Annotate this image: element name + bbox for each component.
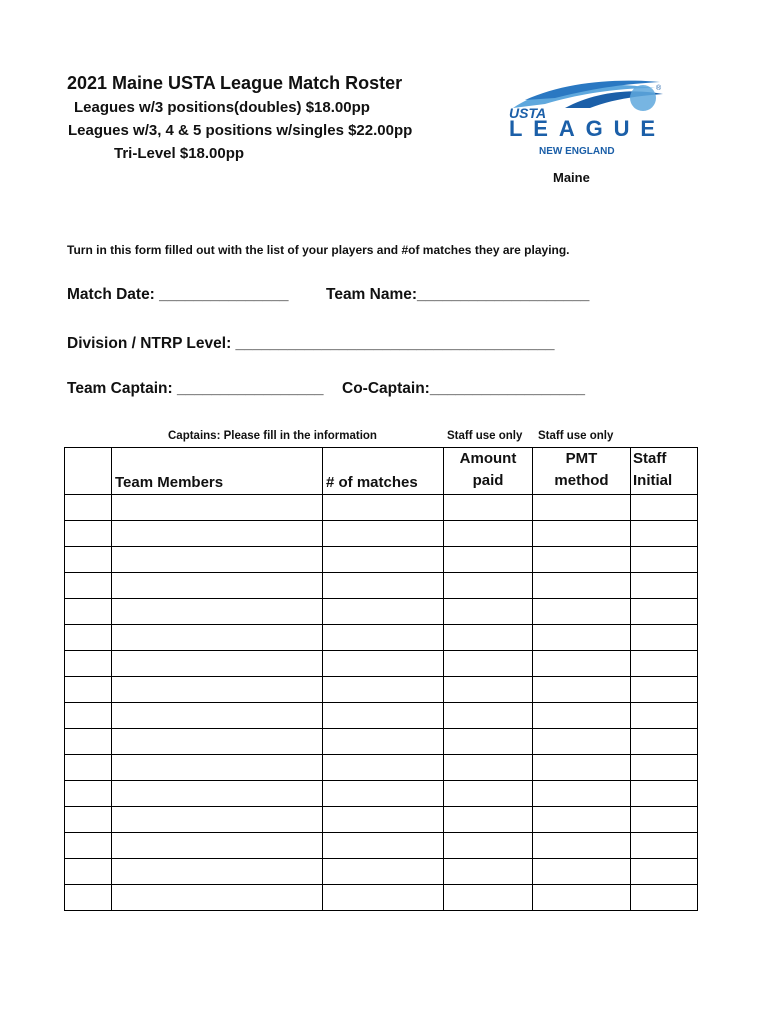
price-line-tri-level: Tri-Level $18.00pp	[114, 145, 245, 162]
pmt-method-cell[interactable]	[533, 807, 631, 833]
pmt-method-cell[interactable]	[533, 703, 631, 729]
matches-cell[interactable]	[323, 573, 444, 599]
team-member-cell[interactable]	[112, 625, 323, 651]
amount-paid-cell[interactable]	[444, 651, 533, 677]
row-number-cell[interactable]	[65, 729, 112, 755]
staff-initial-cell[interactable]	[631, 755, 698, 781]
team-member-cell[interactable]	[112, 573, 323, 599]
table-row	[65, 859, 698, 885]
amount-paid-cell[interactable]	[444, 859, 533, 885]
team-member-cell[interactable]	[112, 807, 323, 833]
amount-paid-cell[interactable]	[444, 833, 533, 859]
staff-use-note-pmt: Staff use only	[538, 430, 614, 442]
team-member-cell[interactable]	[112, 729, 323, 755]
amount-paid-cell[interactable]	[444, 677, 533, 703]
staff-initial-cell[interactable]	[631, 521, 698, 547]
staff-initial-cell[interactable]	[631, 859, 698, 885]
table-row	[65, 677, 698, 703]
table-row	[65, 651, 698, 677]
row-number-cell[interactable]	[65, 755, 112, 781]
roster-table	[64, 447, 698, 911]
team-member-cell[interactable]	[112, 547, 323, 573]
price-line-singles: Leagues w/3, 4 & 5 positions w/singles $22.00pp	[68, 122, 413, 139]
co-captain-field[interactable]: Co-Captain:__________________	[342, 380, 585, 397]
team-name-field[interactable]: Team Name:____________________	[326, 286, 590, 303]
team-member-cell[interactable]	[112, 885, 323, 911]
team-member-cell[interactable]	[112, 833, 323, 859]
pmt-method-cell[interactable]	[533, 755, 631, 781]
staff-initial-cell[interactable]	[631, 495, 698, 521]
team-member-cell[interactable]	[112, 521, 323, 547]
team-member-cell[interactable]	[112, 599, 323, 625]
amount-paid-cell[interactable]	[444, 807, 533, 833]
pmt-method-cell[interactable]	[533, 599, 631, 625]
row-number-cell[interactable]	[65, 807, 112, 833]
staff-initial-cell[interactable]	[631, 599, 698, 625]
staff-initial-cell[interactable]	[631, 547, 698, 573]
logo-league-text: LEAGUE	[509, 116, 655, 141]
pmt-method-cell[interactable]	[533, 521, 631, 547]
table-row	[65, 625, 698, 651]
team-member-cell[interactable]	[112, 859, 323, 885]
table-row	[65, 781, 698, 807]
team-member-cell[interactable]	[112, 495, 323, 521]
division-ntrp-field[interactable]: Division / NTRP Level: _____________________________________	[67, 335, 555, 352]
matches-cell[interactable]	[323, 703, 444, 729]
row-number-cell[interactable]	[65, 547, 112, 573]
matches-cell[interactable]	[323, 625, 444, 651]
team-member-cell[interactable]	[112, 781, 323, 807]
amount-paid-cell[interactable]	[444, 755, 533, 781]
amount-paid-cell[interactable]	[444, 885, 533, 911]
row-number-cell[interactable]	[65, 859, 112, 885]
pmt-method-cell[interactable]	[533, 547, 631, 573]
header-num-matches: # of matches	[323, 448, 444, 495]
header-amount-paid: Amount paid	[444, 448, 533, 495]
row-number-cell[interactable]	[65, 625, 112, 651]
matches-cell[interactable]	[323, 677, 444, 703]
row-number-cell[interactable]	[65, 781, 112, 807]
matches-cell[interactable]	[323, 807, 444, 833]
amount-paid-cell[interactable]	[444, 521, 533, 547]
matches-cell[interactable]	[323, 729, 444, 755]
price-line-doubles: Leagues w/3 positions(doubles) $18.00pp	[74, 99, 370, 116]
table-row	[65, 703, 698, 729]
staff-initial-cell[interactable]	[631, 573, 698, 599]
row-number-cell[interactable]	[65, 833, 112, 859]
pmt-method-cell[interactable]	[533, 495, 631, 521]
pmt-method-cell[interactable]	[533, 573, 631, 599]
matches-cell[interactable]	[323, 885, 444, 911]
staff-initial-cell[interactable]	[631, 833, 698, 859]
header-pmt-method: PMT method	[533, 448, 631, 495]
table-row	[65, 573, 698, 599]
matches-cell[interactable]	[323, 495, 444, 521]
row-number-cell[interactable]	[65, 573, 112, 599]
state-label: Maine	[553, 170, 590, 185]
row-number-cell[interactable]	[65, 677, 112, 703]
usta-league-logo	[505, 78, 665, 160]
pmt-method-cell[interactable]	[533, 651, 631, 677]
row-number-cell[interactable]	[65, 885, 112, 911]
amount-paid-cell[interactable]	[444, 703, 533, 729]
matches-cell[interactable]	[323, 521, 444, 547]
team-captain-field[interactable]: Team Captain: _________________	[67, 380, 324, 397]
captains-note: Captains: Please fill in the information	[168, 430, 377, 442]
team-member-cell[interactable]	[112, 703, 323, 729]
staff-initial-cell[interactable]	[631, 885, 698, 911]
staff-initial-cell[interactable]	[631, 703, 698, 729]
logo-swoosh-icon	[505, 78, 665, 160]
table-header-row	[65, 448, 698, 495]
table-row	[65, 547, 698, 573]
pmt-method-cell[interactable]	[533, 833, 631, 859]
pmt-method-cell[interactable]	[533, 781, 631, 807]
team-member-cell[interactable]	[112, 755, 323, 781]
table-row	[65, 833, 698, 859]
amount-paid-cell[interactable]	[444, 625, 533, 651]
matches-cell[interactable]	[323, 833, 444, 859]
pmt-method-cell[interactable]	[533, 729, 631, 755]
table-row	[65, 729, 698, 755]
instructions-text: Turn in this form filled out with the list of your players and #of matches they are playing.	[67, 243, 570, 257]
pmt-method-cell[interactable]	[533, 859, 631, 885]
team-member-cell[interactable]	[112, 651, 323, 677]
table-row	[65, 885, 698, 911]
matches-cell[interactable]	[323, 781, 444, 807]
staff-initial-cell[interactable]	[631, 651, 698, 677]
team-member-cell[interactable]	[112, 677, 323, 703]
row-number-cell[interactable]	[65, 651, 112, 677]
pmt-method-cell[interactable]	[533, 677, 631, 703]
matches-cell[interactable]	[323, 599, 444, 625]
amount-paid-cell[interactable]	[444, 495, 533, 521]
staff-initial-cell[interactable]	[631, 729, 698, 755]
matches-cell[interactable]	[323, 859, 444, 885]
matches-cell[interactable]	[323, 755, 444, 781]
table-row	[65, 495, 698, 521]
match-date-field[interactable]: Match Date: _______________	[67, 286, 289, 303]
staff-use-note-amount: Staff use only	[447, 430, 523, 442]
pmt-method-cell[interactable]	[533, 625, 631, 651]
amount-paid-cell[interactable]	[444, 573, 533, 599]
table-row	[65, 755, 698, 781]
pmt-method-cell[interactable]	[533, 885, 631, 911]
page-title: 2021 Maine USTA League Match Roster	[67, 73, 403, 93]
amount-paid-cell[interactable]	[444, 599, 533, 625]
table-row	[65, 807, 698, 833]
staff-initial-cell[interactable]	[631, 807, 698, 833]
amount-paid-cell[interactable]	[444, 729, 533, 755]
logo-new-england-text: NEW ENGLAND	[539, 146, 615, 157]
header-team-members: Team Members	[112, 448, 323, 495]
amount-paid-cell[interactable]	[444, 547, 533, 573]
table-row	[65, 521, 698, 547]
staff-initial-cell[interactable]	[631, 625, 698, 651]
row-number-cell[interactable]	[65, 521, 112, 547]
matches-cell[interactable]	[323, 651, 444, 677]
amount-paid-cell[interactable]	[444, 781, 533, 807]
header-cell-number	[65, 448, 112, 495]
row-number-cell[interactable]	[65, 703, 112, 729]
staff-initial-cell[interactable]	[631, 677, 698, 703]
row-number-cell[interactable]	[65, 495, 112, 521]
header-staff-initial: Staff Initial	[631, 448, 698, 495]
matches-cell[interactable]	[323, 547, 444, 573]
row-number-cell[interactable]	[65, 599, 112, 625]
logo-usta-text: USTA	[509, 105, 547, 121]
staff-initial-cell[interactable]	[631, 781, 698, 807]
table-row	[65, 599, 698, 625]
logo-registered-text: ®	[656, 85, 662, 92]
